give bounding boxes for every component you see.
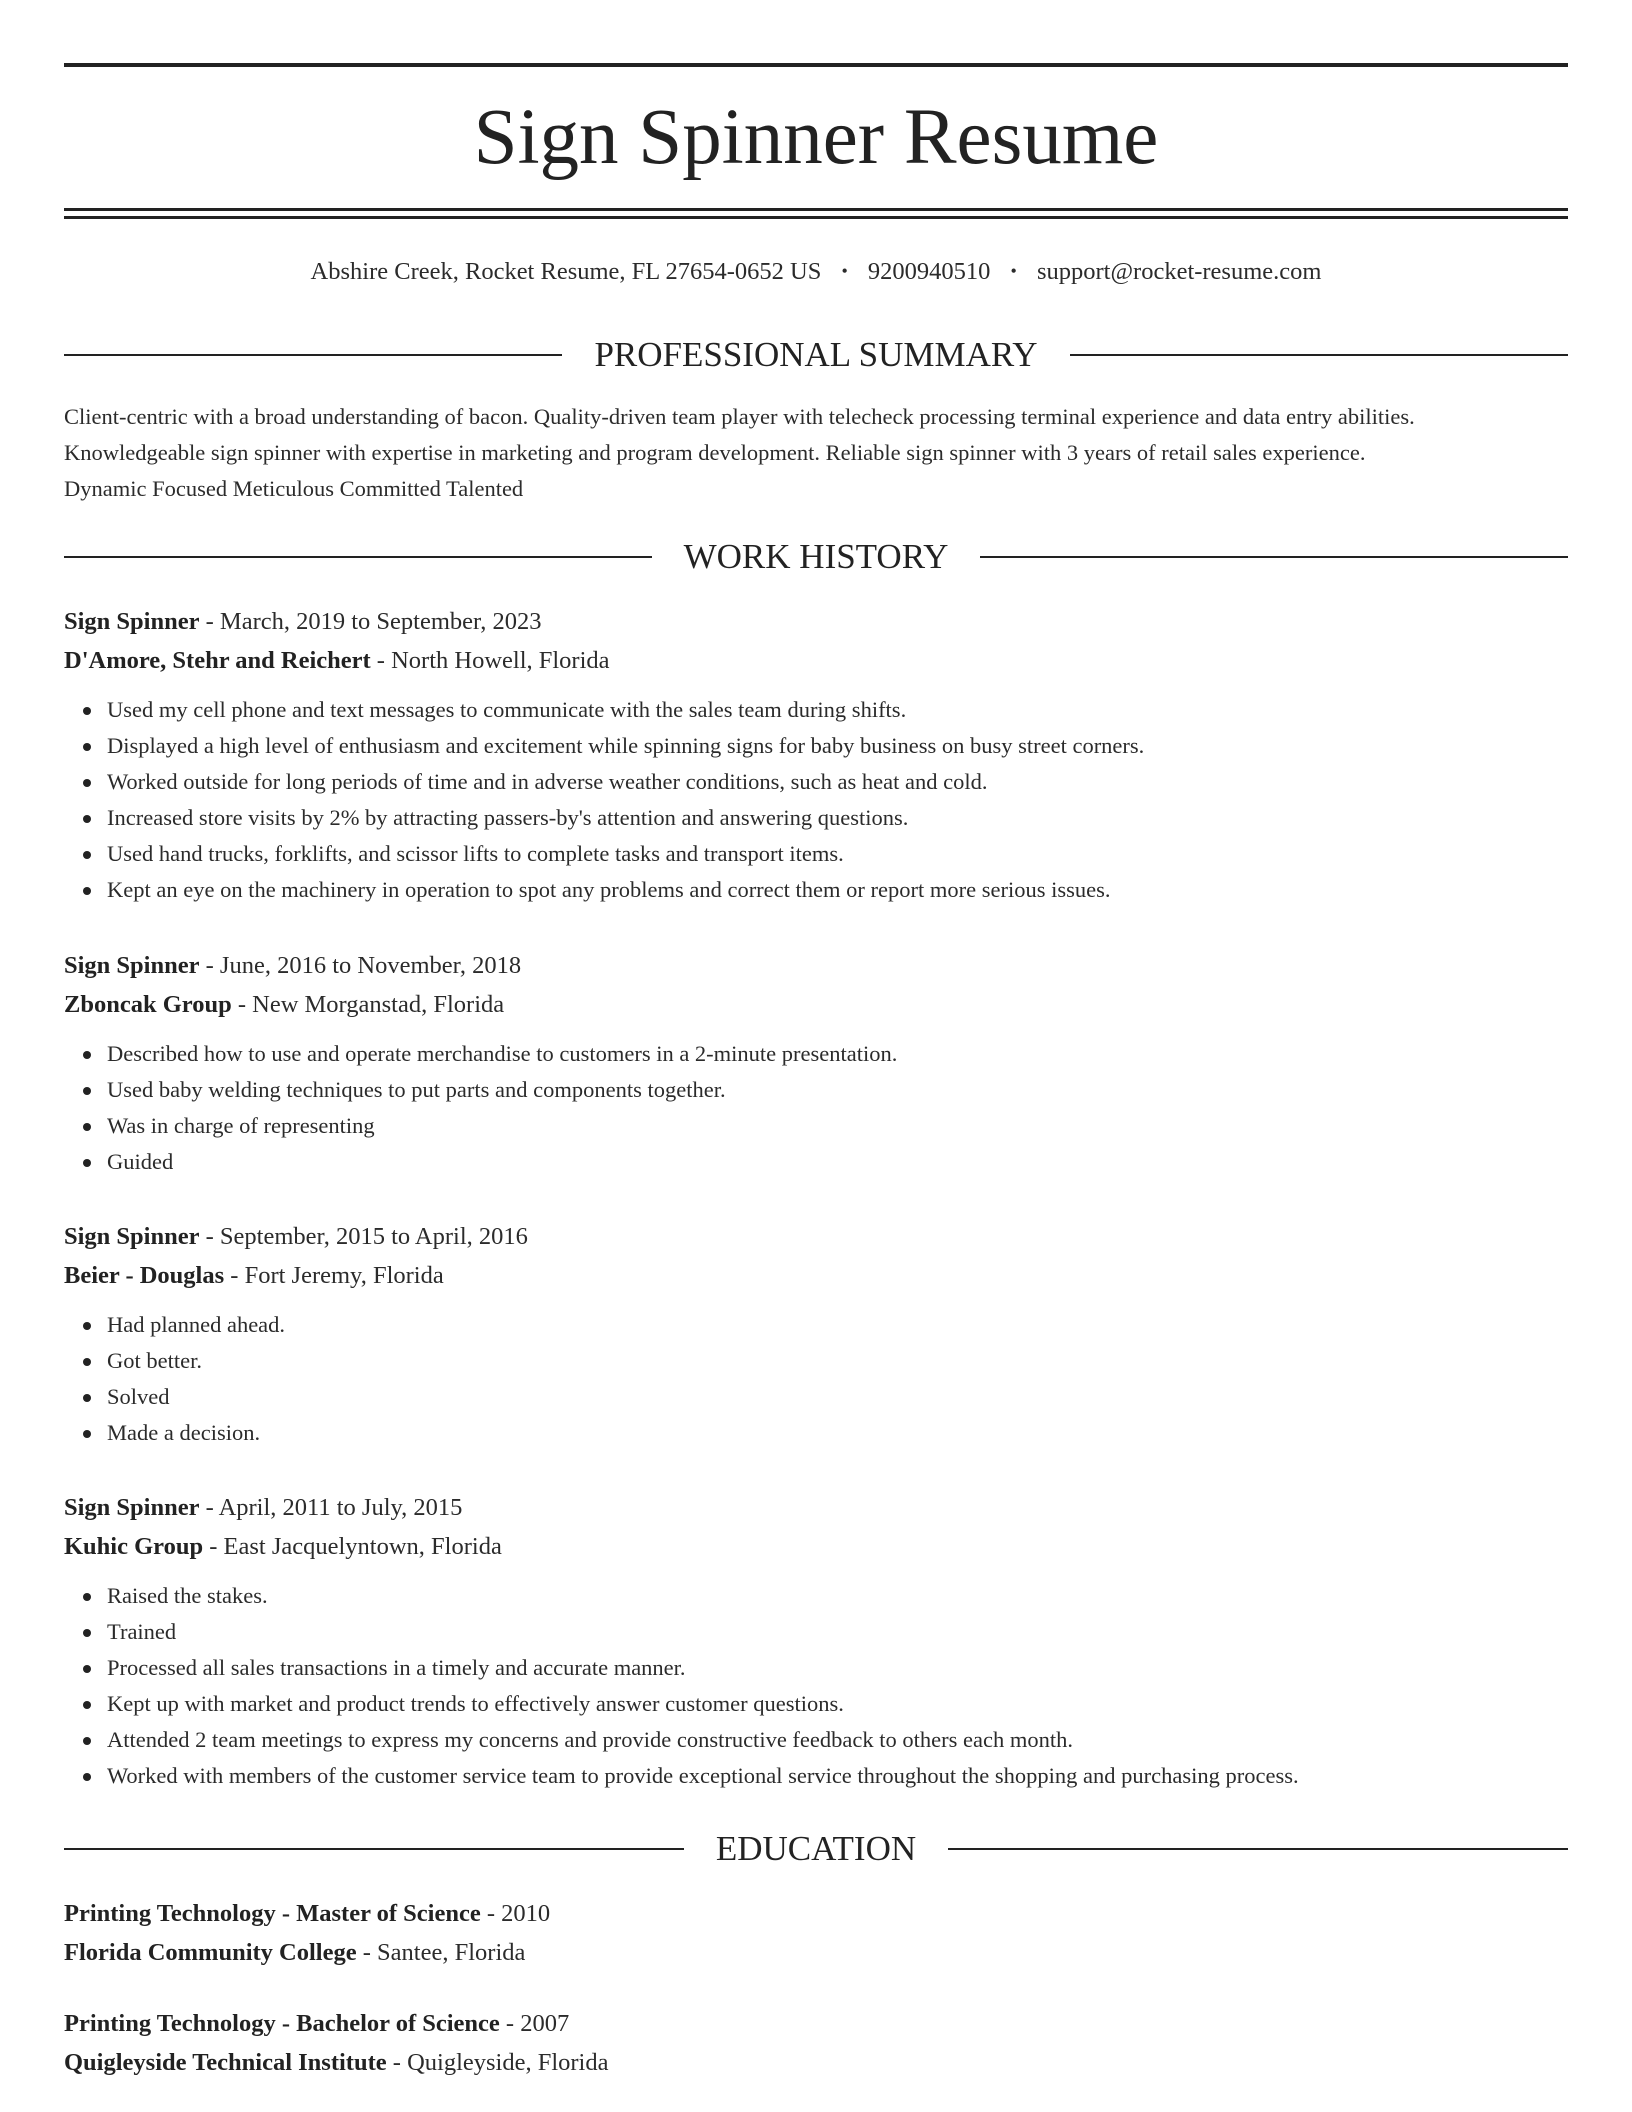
section-title: WORK HISTORY bbox=[683, 537, 949, 576]
contact-email[interactable]: support@rocket-resume.com bbox=[1036, 258, 1322, 285]
heading-rule-right bbox=[948, 1848, 1568, 1850]
education-degree-line: Printing Technology - Master of Science - 2010 bbox=[64, 1900, 551, 1927]
education-entry bbox=[64, 1894, 1568, 1972]
education-school: Quigleyside Technical Institute bbox=[64, 2049, 387, 2076]
job-location: Fort Jeremy, Florida bbox=[244, 1262, 444, 1289]
list-item: Used hand trucks, forklifts, and scissor lifts to complete tasks and transport items. bbox=[107, 836, 1568, 872]
list-item: Solved bbox=[107, 1379, 1568, 1415]
job-location: East Jacquelyntown, Florida bbox=[223, 1533, 502, 1560]
job-company: D'Amore, Stehr and Reichert bbox=[64, 647, 371, 674]
job-company-line: Beier - Douglas - Fort Jeremy, Florida bbox=[64, 1262, 444, 1289]
education-degree: Bachelor of Science bbox=[296, 2010, 500, 2037]
education-location: Santee, Florida bbox=[377, 1939, 526, 1966]
education-year: 2007 bbox=[520, 2010, 570, 2037]
list-item: Got better. bbox=[107, 1343, 1568, 1379]
list-item: Raised the stakes. bbox=[107, 1578, 1568, 1614]
job-dates: June, 2016 to November, 2018 bbox=[219, 952, 522, 979]
job-company: Beier - Douglas bbox=[64, 1262, 225, 1289]
section-heading-education bbox=[64, 1827, 1568, 1871]
contact-line bbox=[64, 254, 1568, 289]
contact-address: Abshire Creek, Rocket Resume, FL 27654-0652 US bbox=[310, 258, 822, 285]
list-item: Made a decision. bbox=[107, 1415, 1568, 1451]
summary-line: Dynamic Focused Meticulous Committed Talented bbox=[64, 476, 524, 501]
list-item: Processed all sales transactions in a timely and accurate manner. bbox=[107, 1650, 1568, 1686]
education-location: Quigleyside, Florida bbox=[407, 2049, 609, 2076]
education-year: 2010 bbox=[501, 1900, 551, 1927]
list-item: Used my cell phone and text messages to communicate with the sales team during shifts. bbox=[107, 692, 1568, 728]
summary-line: Knowledgeable sign spinner with expertise in marketing and program development. Reliable sign spinner with 3 years of retail sales experience. bbox=[64, 440, 1366, 465]
job-bullet-list bbox=[64, 1307, 1568, 1451]
education-entry bbox=[64, 2004, 1568, 2082]
job-company: Zboncak Group bbox=[64, 991, 232, 1018]
job-company-line: D'Amore, Stehr and Reichert - North Howell, Florida bbox=[64, 647, 610, 674]
job-title-line: Sign Spinner - September, 2015 to April, 2016 bbox=[64, 1223, 528, 1250]
job-dates: September, 2015 to April, 2016 bbox=[219, 1223, 528, 1250]
list-item: Trained bbox=[107, 1614, 1568, 1650]
job-bullet-list bbox=[64, 1036, 1568, 1180]
heading-rule-left bbox=[64, 1848, 684, 1850]
education-degree: Master of Science bbox=[296, 1900, 481, 1927]
heading-rule-right bbox=[1070, 354, 1568, 356]
job-company-line: Kuhic Group - East Jacquelyntown, Florida bbox=[64, 1533, 502, 1560]
job-location: North Howell, Florida bbox=[391, 647, 610, 674]
job-title-line: Sign Spinner - June, 2016 to November, 2018 bbox=[64, 952, 522, 979]
job-company: Kuhic Group bbox=[64, 1533, 204, 1560]
summary-text bbox=[64, 399, 1568, 507]
contact-phone: 9200940510 bbox=[867, 258, 991, 285]
list-item: Increased store visits by 2% by attracting passers-by's attention and answering questions. bbox=[107, 800, 1568, 836]
list-item: Described how to use and operate merchandise to customers in a 2-minute presentation. bbox=[107, 1036, 1568, 1072]
contact-separator: • bbox=[1010, 261, 1017, 281]
section-heading-work-history bbox=[64, 535, 1568, 579]
list-item: Had planned ahead. bbox=[107, 1307, 1568, 1343]
job-title: Sign Spinner bbox=[64, 1494, 200, 1521]
list-item: Guided bbox=[107, 1144, 1568, 1180]
heading-rule-right bbox=[980, 556, 1568, 558]
list-item: Kept an eye on the machinery in operation to spot any problems and correct them or report more serious issues. bbox=[107, 872, 1568, 908]
list-item: Kept up with market and product trends to effectively answer customer questions. bbox=[107, 1686, 1568, 1722]
education-field: Printing Technology bbox=[64, 2010, 276, 2037]
list-item: Was in charge of representing bbox=[107, 1108, 1568, 1144]
section-title: PROFESSIONAL SUMMARY bbox=[594, 335, 1038, 374]
job-dates: April, 2011 to July, 2015 bbox=[218, 1494, 463, 1521]
section-title: EDUCATION bbox=[715, 1829, 917, 1868]
summary-line: Client-centric with a broad understanding of bacon. Quality-driven team player with telecheck processing terminal experience and data entry abilities. bbox=[64, 404, 1415, 429]
education-degree-line: Printing Technology - Bachelor of Science - 2007 bbox=[64, 2010, 570, 2037]
list-item: Displayed a high level of enthusiasm and excitement while spinning signs for baby business on busy street corners. bbox=[107, 728, 1568, 764]
job-title-line: Sign Spinner - March, 2019 to September, 2023 bbox=[64, 608, 542, 635]
list-item: Worked outside for long periods of time and in adverse weather conditions, such as heat and cold. bbox=[107, 764, 1568, 800]
job-bullet-list bbox=[64, 1578, 1568, 1794]
education-school: Florida Community College bbox=[64, 1939, 357, 1966]
header-top-rule bbox=[64, 63, 1568, 67]
job-entry bbox=[64, 1488, 1568, 1794]
job-entry bbox=[64, 1217, 1568, 1451]
job-entry bbox=[64, 946, 1568, 1180]
list-item: Worked with members of the customer service team to provide exceptional service throughout the shopping and purchasing process. bbox=[107, 1758, 1568, 1794]
education-field: Printing Technology bbox=[64, 1900, 276, 1927]
job-bullet-list bbox=[64, 692, 1568, 908]
job-title: Sign Spinner bbox=[64, 1223, 200, 1250]
job-location: New Morganstad, Florida bbox=[252, 991, 505, 1018]
education-school-line: Florida Community College - Santee, Florida bbox=[64, 1939, 526, 1966]
job-entry bbox=[64, 602, 1568, 908]
header-double-rule-upper bbox=[64, 208, 1568, 211]
page-title: Sign Spinner Resume bbox=[473, 94, 1159, 181]
education-school-line: Quigleyside Technical Institute - Quigleyside, Florida bbox=[64, 2049, 609, 2076]
job-title: Sign Spinner bbox=[64, 952, 200, 979]
job-dates: March, 2019 to September, 2023 bbox=[219, 608, 542, 635]
section-heading-summary bbox=[64, 333, 1568, 377]
job-title-line: Sign Spinner - April, 2011 to July, 2015 bbox=[64, 1494, 463, 1521]
contact-separator: • bbox=[841, 261, 848, 281]
header-double-rule-lower bbox=[64, 216, 1568, 219]
list-item: Attended 2 team meetings to express my concerns and provide constructive feedback to others each month. bbox=[107, 1722, 1568, 1758]
heading-rule-left bbox=[64, 354, 562, 356]
job-company-line: Zboncak Group - New Morganstad, Florida bbox=[64, 991, 505, 1018]
list-item: Used baby welding techniques to put parts and components together. bbox=[107, 1072, 1568, 1108]
job-title: Sign Spinner bbox=[64, 608, 200, 635]
heading-rule-left bbox=[64, 556, 652, 558]
